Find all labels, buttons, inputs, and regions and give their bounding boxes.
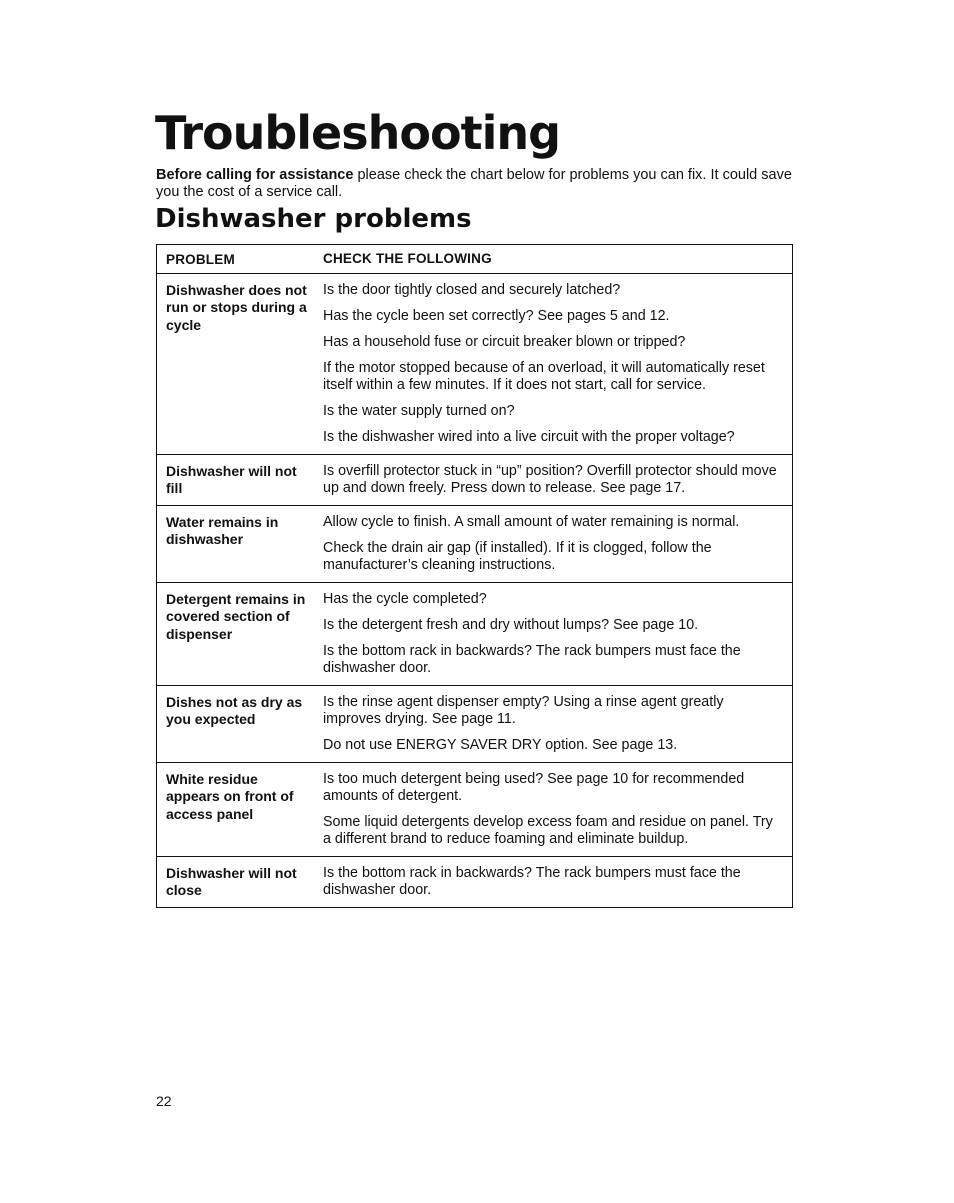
table-row [157, 856, 792, 907]
check-item: Is overfill protector stuck in “up” position? Overfill protector should move up and down freely. Press down to release. See page 17. [323, 462, 777, 496]
check-item: If the motor stopped because of an overload, it will automatically reset itself within a few minutes. If it does not start, call for service. [323, 359, 765, 393]
problem-cell: Water remains in dishwasher [166, 513, 279, 547]
check-item: Is the dishwasher wired into a live circuit with the proper voltage? [323, 428, 735, 445]
intro-text: please check the chart below for problems you can fix. It could save you the cost of a service call. [156, 167, 792, 200]
intro-paragraph [156, 167, 806, 201]
check-item: Is the bottom rack in backwards? The rack bumpers must face the dishwasher door. [323, 642, 741, 676]
checks-cell [315, 455, 792, 505]
problem-cell: Dishes not as dry as you expected [166, 693, 303, 727]
check-item: Is the rinse agent dispenser empty? Using a rinse agent greatly improves drying. See page 11. [323, 693, 724, 727]
problem-cell: White residue appears on front of access panel [166, 770, 294, 822]
check-item: Is the detergent fresh and dry without lumps? See page 10. [323, 616, 699, 633]
page-title: Troubleshooting [155, 106, 561, 160]
header-problem: PROBLEM [166, 252, 235, 267]
table-row [157, 505, 792, 582]
check-item: Allow cycle to finish. A small amount of water remaining is normal. [323, 513, 740, 530]
intro-lead: Before calling for assistance [156, 167, 354, 183]
checks-cell [315, 583, 792, 685]
header-check-the-following: CHECK THE FOLLOWING [323, 251, 492, 266]
table-row [157, 454, 792, 505]
problem-cell: Dishwasher will not close [166, 864, 297, 898]
check-item: Some liquid detergents develop excess foam and residue on panel. Try a different brand to reduce foaming and eliminate buildup. [323, 813, 773, 847]
check-item: Is the water supply turned on? [323, 402, 515, 419]
table-row [157, 762, 792, 856]
checks-cell [315, 506, 792, 582]
problem-cell: Detergent remains in covered section of dispenser [166, 590, 306, 642]
page-number: 22 [156, 1093, 172, 1109]
check-item: Is the door tightly closed and securely latched? [323, 281, 621, 298]
check-item: Has the cycle been set correctly? See pages 5 and 12. [323, 307, 670, 324]
checks-cell [315, 274, 792, 454]
table-header-row [157, 245, 792, 273]
problem-cell: Dishwasher does not run or stops during a cycle [166, 281, 307, 333]
table-row [157, 685, 792, 762]
check-item: Is too much detergent being used? See page 10 for recommended amounts of detergent. [323, 770, 745, 804]
problem-cell: Dishwasher will not fill [166, 462, 297, 496]
troubleshooting-table [156, 244, 793, 908]
checks-cell [315, 763, 792, 856]
section-title: Dishwasher problems [155, 204, 472, 234]
checks-cell [315, 686, 792, 762]
table-row [157, 273, 792, 454]
check-item: Check the drain air gap (if installed). If it is clogged, follow the manufacturer’s cleaning instructions. [323, 539, 712, 573]
check-item: Has a household fuse or circuit breaker blown or tripped? [323, 333, 686, 350]
check-item: Do not use ENERGY SAVER DRY option. See page 13. [323, 736, 678, 753]
check-item: Has the cycle completed? [323, 590, 487, 607]
check-item: Is the bottom rack in backwards? The rack bumpers must face the dishwasher door. [323, 864, 741, 898]
table-body [157, 273, 792, 907]
table-row [157, 582, 792, 685]
checks-cell [315, 857, 792, 907]
